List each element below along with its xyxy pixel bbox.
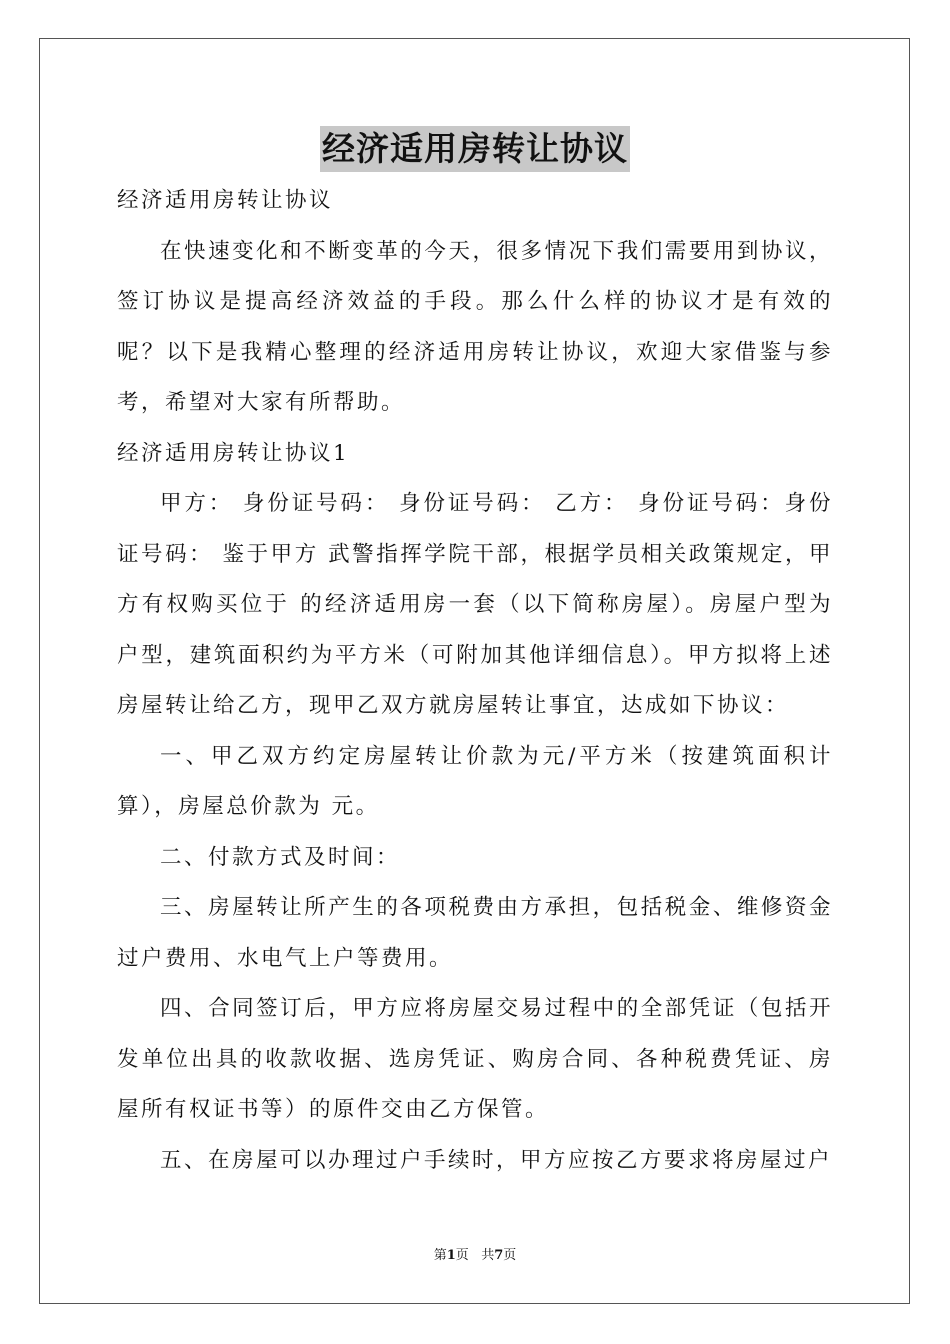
paragraph-6: 三、房屋转让所产生的各项税费由方承担，包括税金、维修资金过户费用、水电气上户等费用。 <box>117 895 833 971</box>
total-prefix: 共 <box>481 1248 495 1263</box>
total-page-number: 7 <box>494 1248 504 1263</box>
page-footer <box>0 1247 950 1265</box>
document-title: 经济适用房转让协议 <box>320 126 630 172</box>
page-prefix: 第 <box>433 1248 447 1263</box>
paragraph-2: 经济适用房转让协议1 <box>117 440 350 466</box>
current-page-number: 1 <box>446 1248 456 1263</box>
paragraph-5: 二、付款方式及时间： <box>160 844 401 870</box>
paragraph-3: 甲方： 身份证号码： 身份证号码： 乙方： 身份证号码：身份证号码： 鉴于甲方 武警指挥学院干部，根据学员相关政策规定，甲方有权购买位于 的经济适用房一套（以下简称房屋）。房屋户型为户型，建筑面积约为平方米（可附加其他详细信息）。甲方拟将上述房屋转让给乙方，现甲乙双方就房屋转让事宜，达成如下协议： <box>117 491 833 718</box>
paragraph-7: 四、合同签订后，甲方应将房屋交易过程中的全部凭证（包括开发单位出具的收款收据、选房凭证、购房合同、各种税费凭证、房屋所有权证书等）的原件交由乙方保管。 <box>117 996 833 1122</box>
paragraph-1: 在快速变化和不断变革的今天，很多情况下我们需要用到协议，签订协议是提高经济效益的手段。那么什么样的协议才是有效的呢？以下是我精心整理的经济适用房转让协议，欢迎大家借鉴与参考，希望对大家有所帮助。 <box>117 238 833 415</box>
total-suffix: 页 <box>503 1248 517 1263</box>
paragraph-8: 五、在房屋可以办理过户手续时，甲方应按乙方要求将房屋过户 <box>160 1147 833 1173</box>
paragraph-4: 一、甲乙双方约定房屋转让价款为元/平方米（按建筑面积计算），房屋总价款为 元。 <box>117 743 833 819</box>
document-body <box>117 176 833 1186</box>
page-suffix: 页 <box>455 1248 469 1263</box>
paragraph-0: 经济适用房转让协议 <box>117 188 334 213</box>
title-container <box>0 126 950 172</box>
